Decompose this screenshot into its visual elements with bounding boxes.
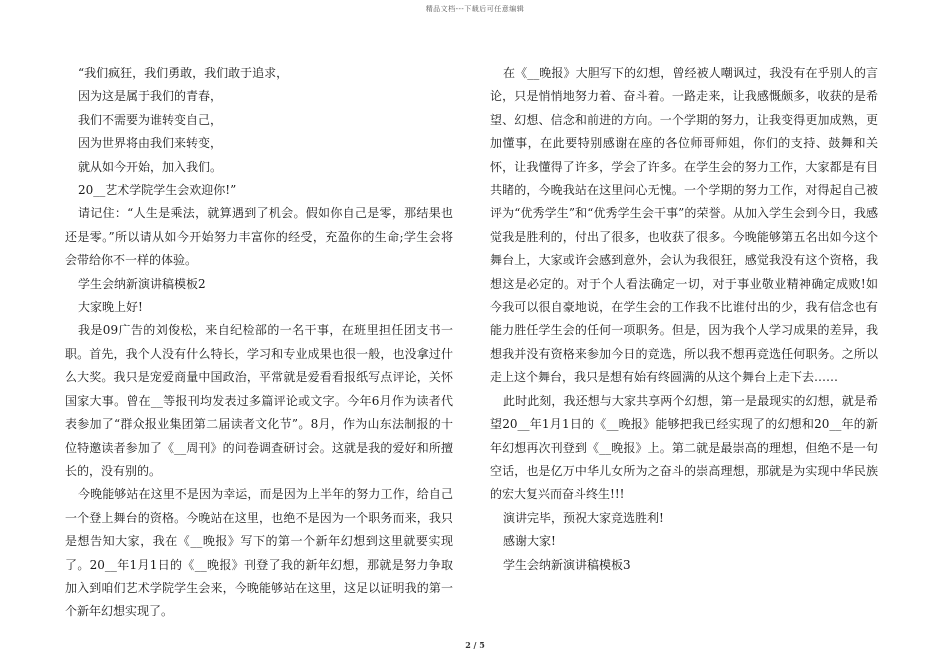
section-heading: 学生会纳新演讲稿模板3 xyxy=(503,557,631,572)
paragraph: 在《__晚报》大胆写下的幻想，曾经被人嘲讽过，我没有在乎别人的言论，只是悄悄地努力着、奋斗着。一路走来，让我感慨颇多，收获的是希望、幻想、信念和前进的方向。一个学期的努力，让我变得更加成熟，更加懂事，在此要特别感谢在座的各位师哥师姐，你们的支持、鼓舞和关怀，让我懂得了许多，学会了许多。在学生会的努力工作，大家都是有目共睹的，今晚我站在这里问心无愧。一个学期的努力工作，对得起自己被评为“优秀学生”和“优秀学生会干事”的荣誉。从加入学生会到今日，我感觉我是胜利的，付出了很多，也收获了很多。今晚能够第五名出如今这个舞台上，大家或许会感到意外，会认为我很狂，感觉我没有这个资格，我想这是必定的。对于个人看法确定一切，对于事业敬业精神确定成败!如今我可以很自豪地说，在学生会的工作我不比谁付出的少，我有信念也有能力胜任学生会的任何一项职务。但是，因为我个人学习成果的差异，我想我并没有资格来参加今日的竞选，所以我不想再竞选任何职务。之所以走上这个舞台，我只是想有始有终圆满的从这个舞台上走下去…… xyxy=(490,66,878,385)
paragraph: 因为这是属于我们的青春， xyxy=(78,89,223,104)
paragraph: “我们疯狂，我们勇敢，我们敢于追求， xyxy=(78,66,289,80)
paragraph: 就从如今开始，加入我们。 xyxy=(78,159,223,174)
paragraph: 我是09广告的刘俊松，来自纪检部的一名干事，在班里担任团支书一职。首先，我个人没有什么特长，学习和专业成果也很一般，也没拿过什么大奖。我只是宠爱商量中国政治，平常就是爱看看报纸写点评论，关怀国家大事。曾在__等报刊均发表过多篇评论或文字。今年6月作为读者代表参加了“群众报业集团第二届读者文化节”。8月，作为山东法制报的十位特邀读者参加了《__周刊》的问卷调查研讨会。这就是我的爱好和所擅长的，没有别的。 xyxy=(65,323,453,478)
paragraph: 今晚能够站在这里不是因为幸运，而是因为上半年的努力工作，给自己一个登上舞台的资格。今晚站在这里，也绝不是因为一个职务而来，我只是想告知大家，我在《__晚报》写下的第一个新年幻想到这里就要实现了。20__年1月1日的《__晚报》刊登了我的新年幻想，那就是努力争取加入到咱们艺术学院学生会来，今晚能够站在这里，这足以证明我的第一个新年幻想实现了。 xyxy=(65,487,453,619)
right-column xyxy=(490,62,878,577)
paragraph: 因为世界将由我们来转变， xyxy=(78,136,223,151)
paragraph: 此时此刻，我还想与大家共享两个幻想，第一是最现实的幻想，就是希望20__年1月1日的《__晚报》能够把我已经实现了的幻想和20__年的新年幻想再次刊登到《__晚报》上。第二就是最崇高的理想，但绝不是一句空话，也是亿万中华儿女所为之奋斗的崇高理想，那就是为实现中华民族的宏大复兴而奋斗终生!!! xyxy=(490,393,878,502)
paragraph: 我们不需要为谁转变自己， xyxy=(78,112,223,127)
greeting: 大家晚上好! xyxy=(78,300,143,315)
left-column xyxy=(65,62,453,624)
page-header: 精品文档---下载后可任意编辑 xyxy=(425,5,525,13)
section-heading: 学生会纳新演讲稿模板2 xyxy=(78,276,206,291)
paragraph: 演讲完毕，预祝大家竞选胜利! xyxy=(503,510,664,525)
paragraph: 20__艺术学院学生会欢迎你!” xyxy=(78,183,237,198)
page-number: 2 / 5 xyxy=(465,640,485,650)
paragraph: 感谢大家! xyxy=(503,534,556,549)
paragraph: 请记住：“人生是乘法，就算遇到了机会。假如你自己是零，那结果也还是零。”所以请从如今开始努力丰富你的经受，充盈你的生命;学生会将会带给你不一样的体验。 xyxy=(65,206,453,268)
